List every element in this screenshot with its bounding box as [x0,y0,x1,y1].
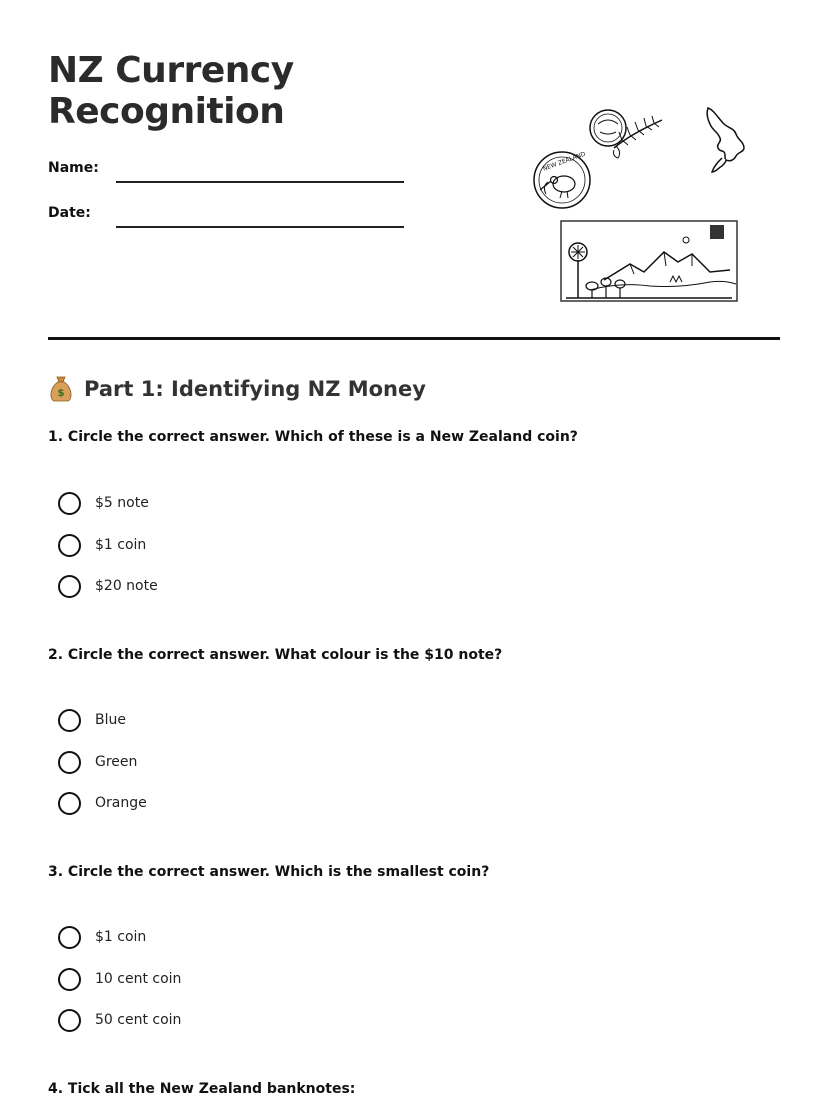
radio-circle[interactable] [58,492,81,515]
section-header [48,373,426,405]
option-label: 10 cent coin [95,971,182,987]
question-3: 3. Circle the correct answer. Which is the smallest coin? [48,864,490,880]
section-title: Part 1: Identifying NZ Money [84,377,426,401]
option-label: Blue [95,712,126,728]
question-2: 2. Circle the correct answer. What colour is the $10 note? [48,647,503,663]
q1-option-3[interactable] [58,574,158,598]
section-divider [48,337,780,340]
radio-circle[interactable] [58,751,81,774]
q2-option-1[interactable] [58,708,126,732]
nz-map-icon [700,104,752,178]
radio-circle[interactable] [58,792,81,815]
radio-circle[interactable] [58,1009,81,1032]
radio-circle[interactable] [58,926,81,949]
option-label: Orange [95,795,147,811]
date-label: Date: [48,205,91,221]
q2-option-2[interactable] [58,750,137,774]
title-line-1: NZ Currency [48,50,294,91]
q1-option-2[interactable] [58,533,146,557]
coin-fern-icon [588,108,668,160]
q3-option-1[interactable] [58,925,146,949]
name-label: Name: [48,160,99,176]
option-label: $1 coin [95,929,147,945]
q3-option-2[interactable] [58,967,181,991]
coin-kiwi-icon [532,150,594,212]
radio-circle[interactable] [58,534,81,557]
option-label: $5 note [95,495,149,511]
worksheet-title [48,50,448,132]
radio-circle[interactable] [58,575,81,598]
option-label: $20 note [95,578,158,594]
q1-option-1[interactable] [58,491,149,515]
radio-circle[interactable] [58,968,81,991]
money-bag-icon [48,375,74,403]
banknote-landscape-icon [560,220,738,302]
svg-text:NEW ZEALAND: NEW ZEALAND [542,150,587,173]
radio-circle[interactable] [58,709,81,732]
q3-option-3[interactable] [58,1008,181,1032]
option-label: Green [95,754,138,770]
question-1: 1. Circle the correct answer. Which of these is a New Zealand coin? [48,429,578,445]
option-label: $1 coin [95,537,147,553]
option-label: 50 cent coin [95,1012,182,1028]
svg-text:$: $ [57,388,65,399]
title-line-2: Recognition [48,91,285,132]
q2-option-3[interactable] [58,791,147,815]
date-field[interactable] [116,226,404,228]
question-4: 4. Tick all the New Zealand banknotes: [48,1081,356,1097]
name-field[interactable] [116,181,404,183]
